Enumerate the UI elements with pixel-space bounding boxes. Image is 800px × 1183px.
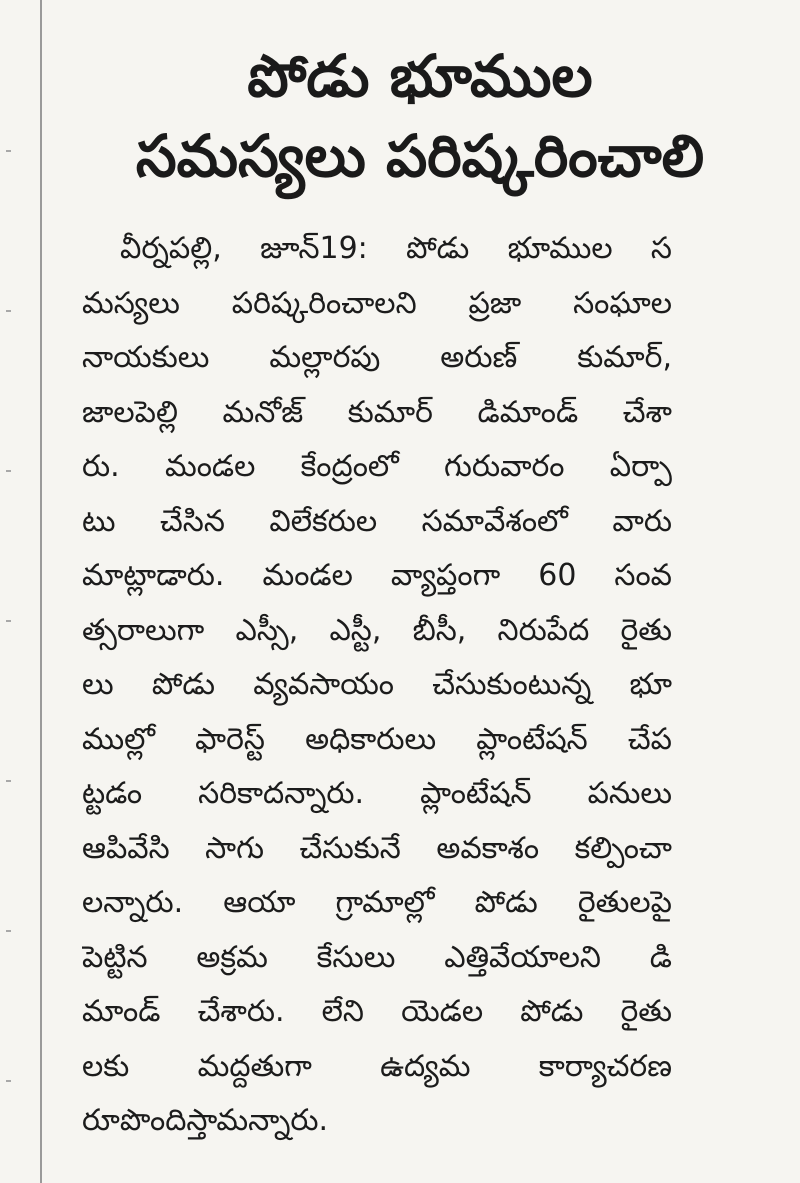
article-line: నాయకులు మల్లారపు అరుణ్ కుమార్, [82,340,672,375]
article-line: ట్టడం సరికాదన్నారు. ప్లాంటేషన్ పనులు [82,776,672,811]
article-line: ముల్లో ఫారెస్ట్ అధికారులు ప్లాంటేషన్ చేప [82,721,672,757]
article-line: లు పోడు వ్యవసాయం చేసుకుంటున్న భూ [82,667,672,702]
article-line: త్సరాలుగా ఎస్సీ, ఎస్టీ, బీసీ, నిరుపేద రైతు [82,612,672,648]
article-line: రు. మండల కేంద్రంలో గురువారం ఏర్పా [82,449,672,484]
article-line: మాట్లాడారు. మండల వ్యాప్తంగా 60 సంవ [82,558,672,593]
article-line: ఆపివేసి సాగు చేసుకునే అవకాశం కల్పించా [82,830,672,866]
column-divider [40,0,42,1183]
article-line: మాండ్ చేశారు. లేని యెడల పోడు రైతు [82,994,672,1029]
previous-column-edge [0,0,20,1183]
article-line: రూపొందిస్తామన్నారు. [82,1103,329,1138]
article-line: వీర్నపల్లి, జూన్19: పోడు భూముల స [120,231,672,266]
article-line: మస్యలు పరిష్కరించాలని ప్రజా సంఘాల [82,285,672,321]
headline-line-2: సమస్యలు పరిష్కరించాలి [135,122,705,190]
article-line: టు చేసిన విలేకరుల సమావేశంలో వారు [82,503,672,539]
article-body [82,222,672,1149]
article-line: పెట్టిన అక్రమ కేసులు ఎత్తివేయాలని డి [82,939,672,975]
article-line: లకు మద్దతుగా ఉద్యమ కార్యాచరణ [82,1048,672,1084]
headline-line-1: పోడు భూముల [247,42,593,110]
article-line: లన్నారు. ఆయా గ్రామాల్లో పోడు రైతులపై [82,885,672,920]
article-line: జాలపెల్లి మనోజ్ కుమార్ డిమాండ్ చేశా [82,394,672,430]
